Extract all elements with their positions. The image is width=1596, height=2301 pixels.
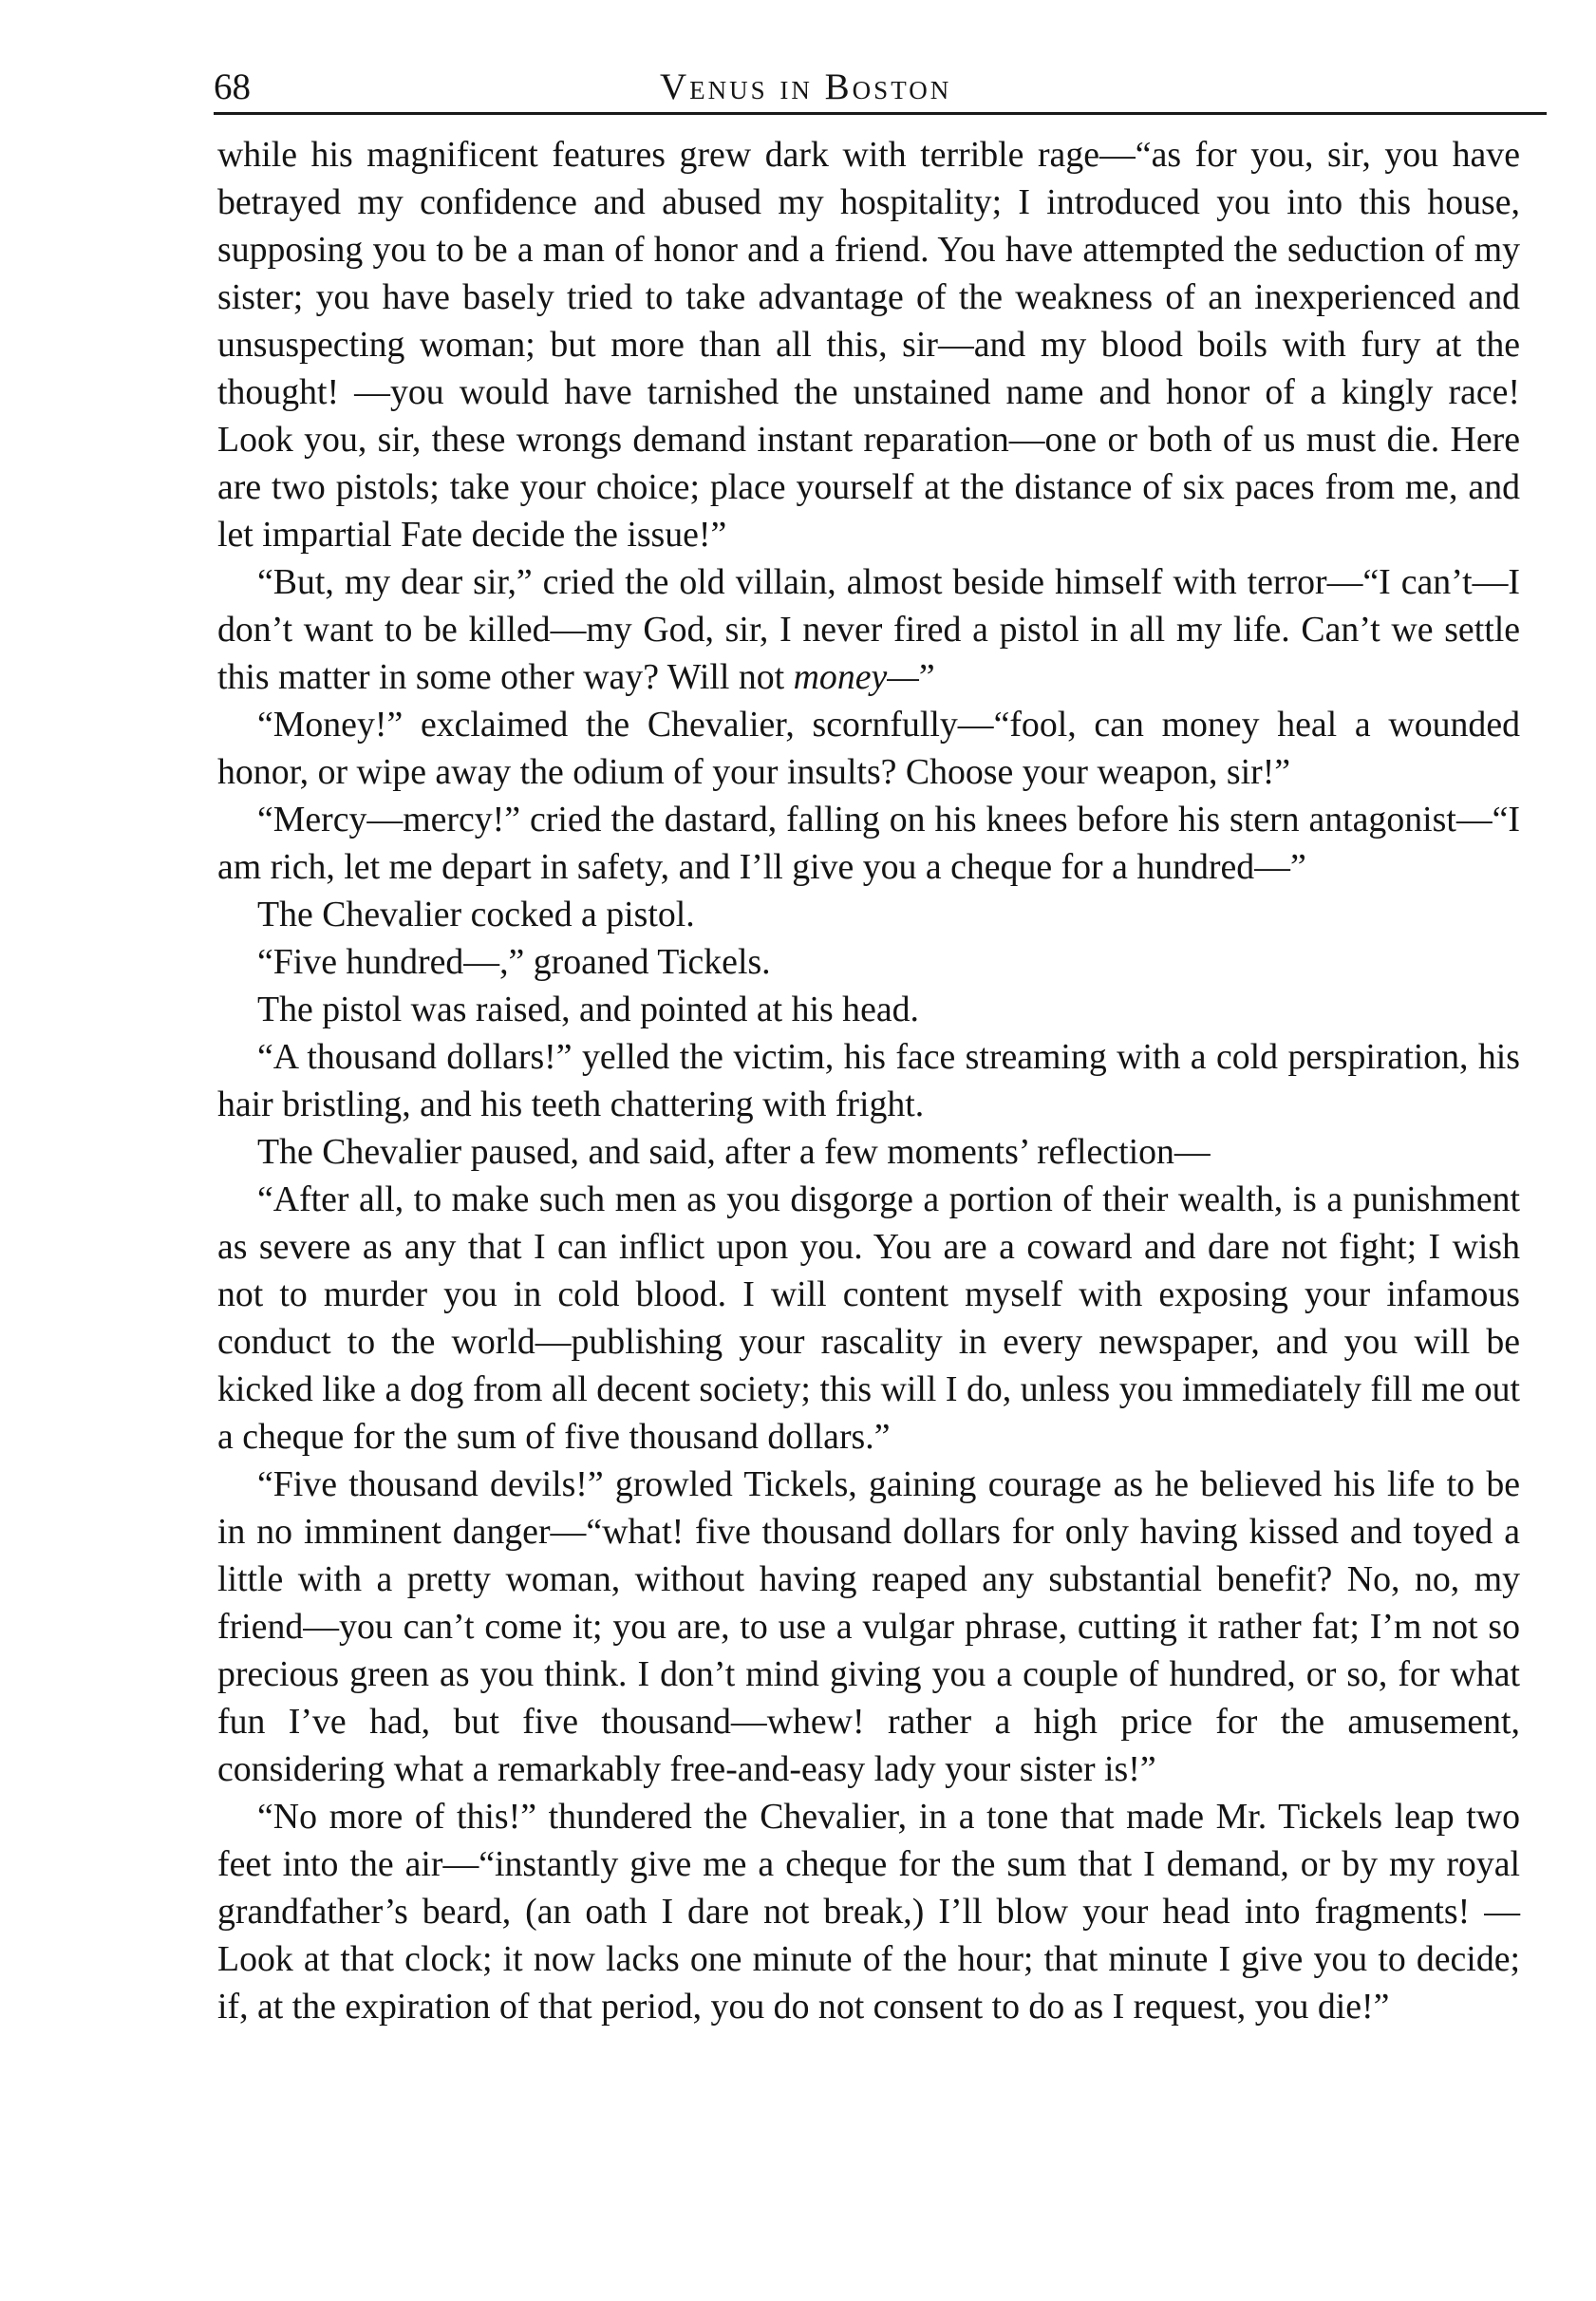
- paragraph: “A thousand dollars!” yelled the victim, his face streaming with a cold perspiration, his hair bristling, and his teeth chattering with fright.: [217, 1037, 1520, 1124]
- paragraph: while his magnificent features grew dark with terrible rage—“as for you, sir, you have betrayed my confidence and abused my hospitality; I introduced you into this house, supposing you to be a man of honor and a friend. You have attempted the seduction of my sister; you have basely tried to take advantage of the weakness of an inexperienced and unsuspecting woman; but more than all this, sir—and my blood boils with fury at the thought! —you would have tarnished the unstained name and honor of a kingly race! Look you, sir, these wrongs demand instant reparation—one or both of us must die. Here are two pistols; take your choice; place yourself at the distance of six paces from me, and let impartial Fate decide the issue!”: [217, 135, 1520, 555]
- paragraph: The Chevalier paused, and said, after a few moments’ reflection—: [257, 1132, 1211, 1172]
- paragraph: “No more of this!” thundered the Chevalier, in a tone that made Mr. Tickels leap two feet into the air—“instantly give me a cheque for the sum that I demand, or by my royal grandfather’s beard, (an oath I dare not break,) I’ll blow your head into fragments! —Look at that clock; it now lacks one minute of the hour; that minute I give you to decide; if, at the expiration of that period, you do not consent to do as I request, you die!”: [217, 1797, 1520, 2027]
- page-header: [214, 59, 1543, 116]
- paragraph: “Five hundred—,” groaned Tickels.: [257, 942, 771, 982]
- paragraph: “Five thousand devils!” growled Tickels, gaining courage as he believed his life to be in no imminent danger—“what! five thousand dollars for only having kissed and toyed a little with a pretty woman, without having reaped any substantial benefit? No, no, my friend—you can’t come it; you are, to use a vulgar phrase, cutting it rather fat; I’m not so precious green as you think. I don’t mind giving you a couple of hundred, or so, for what fun I’ve had, but five thousand—whew! rather a high price for the amusement, considering what a remarkably free-and-easy lady your sister is!”: [217, 1464, 1520, 1789]
- running-title: Venus in Boston: [660, 66, 952, 107]
- closing-quote: ”: [918, 657, 935, 697]
- body-text: [217, 131, 1520, 2030]
- page-number: 68: [214, 66, 251, 107]
- italic-word: money—: [793, 657, 919, 697]
- header-rule: [214, 112, 1547, 115]
- paragraph: “Mercy—mercy!” cried the dastard, falling on his knees before his stern antagonist—“I am rich, let me depart in safety, and I’ll give you a cheque for a hundred—”: [217, 800, 1520, 887]
- paragraph: [217, 558, 1520, 701]
- paragraph: The pistol was raised, and pointed at his head.: [257, 990, 919, 1029]
- paragraph: “After all, to make such men as you disgorge a portion of their wealth, is a punishment as severe as any that I can inflict upon you. You are a coward and dare not fight; I wish not to murder you in cold blood. I will content myself with exposing your infamous conduct to the world—publishing your rascality in every newspaper, and you will be kicked like a dog from all decent society; this will I do, unless you immediately fill me out a cheque for the sum of five thousand dollars.”: [217, 1179, 1520, 1457]
- paragraph-text: “But, my dear sir,” cried the old villain, almost beside himself with terror—“I can’t—I don’t want to be killed—my God, sir, I never fired a pistol in all my life. Can’t we settle this matter in some other way? Will not: [217, 562, 1520, 697]
- paragraph: “Money!” exclaimed the Chevalier, scornfully—“fool, can money heal a wounded honor, or wipe away the odium of your insults? Choose your weapon, sir!”: [217, 705, 1520, 792]
- paragraph: The Chevalier cocked a pistol.: [257, 895, 695, 934]
